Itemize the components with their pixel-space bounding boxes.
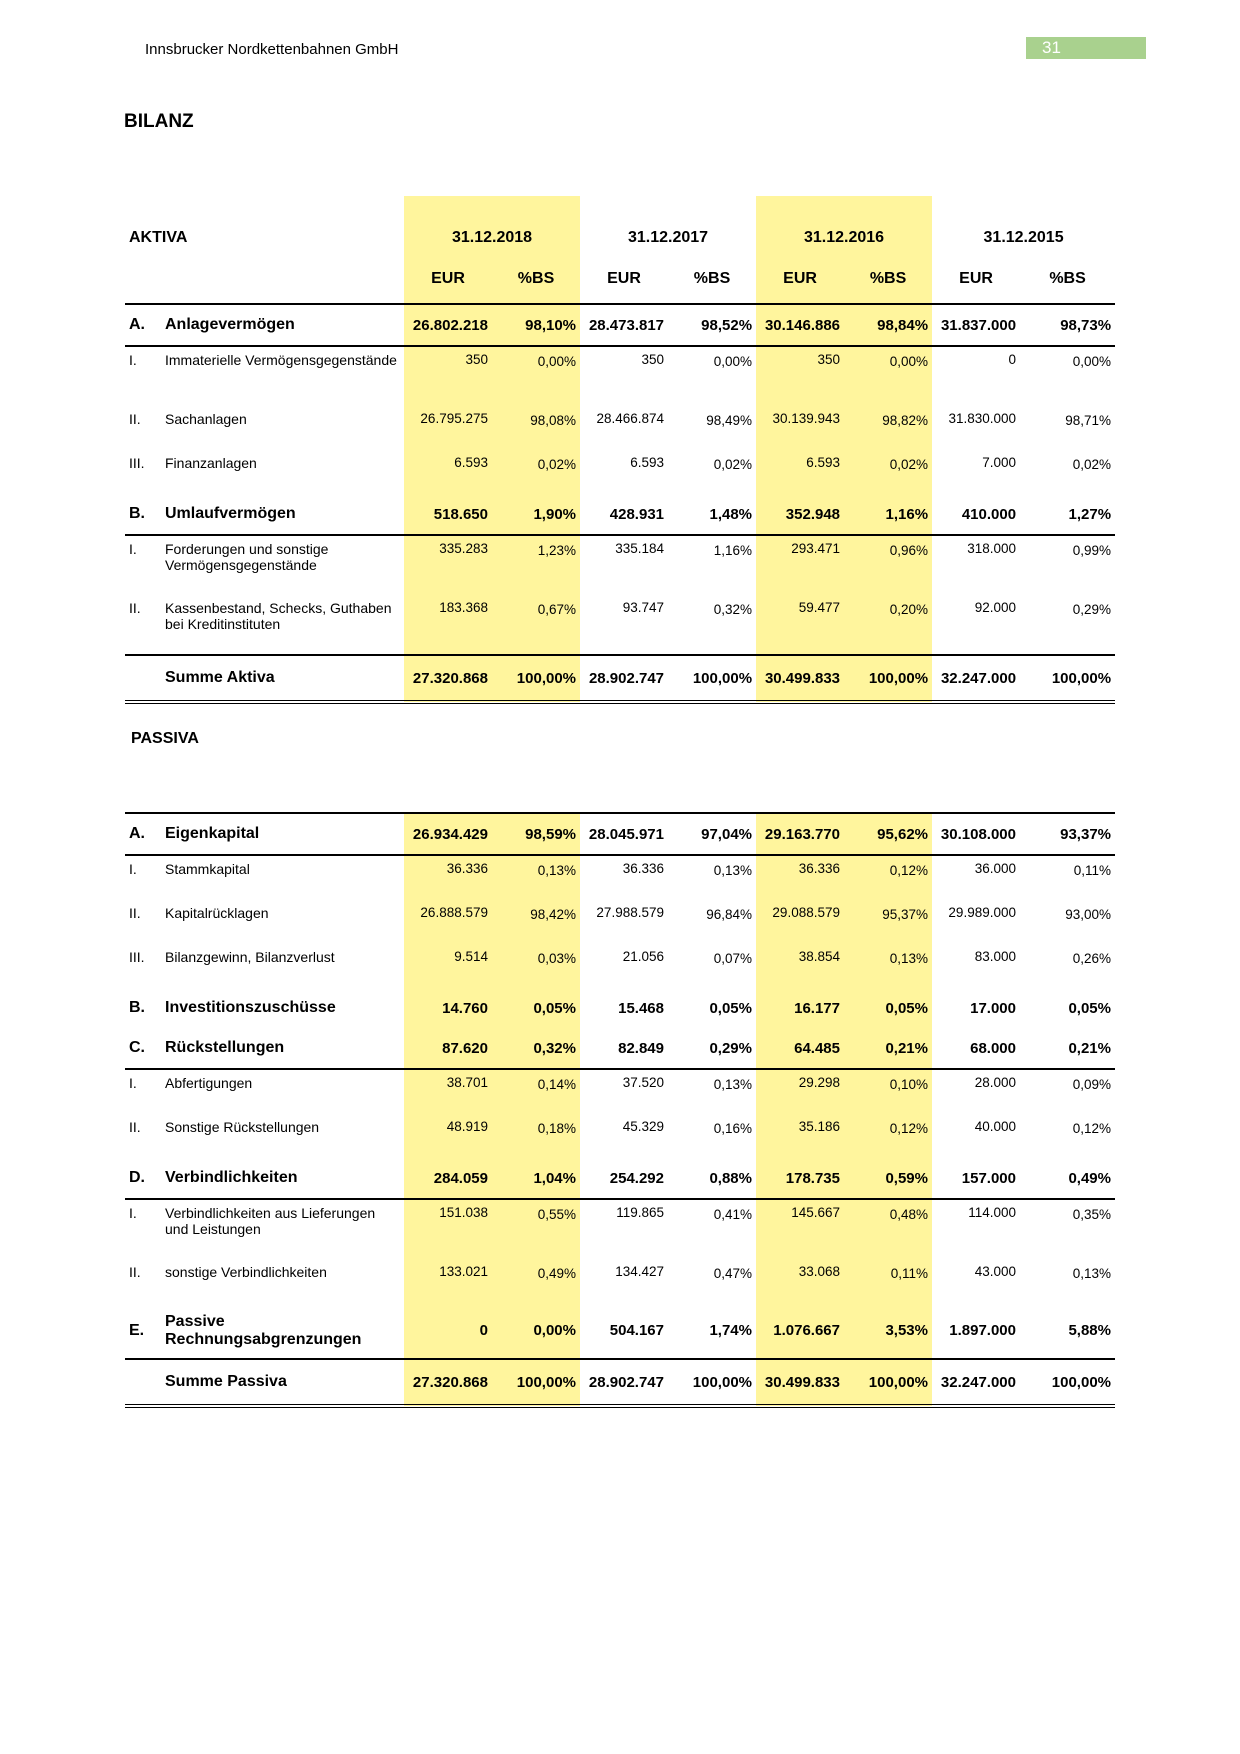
amount-cell: 26.888.579 <box>404 900 492 944</box>
amount-cell: 30.139.943 <box>756 406 844 450</box>
row-label: Investitionszuschüsse <box>165 999 336 1016</box>
amount-cell: 37.520 <box>622 1075 664 1090</box>
row-index: III. <box>129 949 145 965</box>
amount-cell: 1.897.000 <box>932 1303 1020 1359</box>
percent-cell: 0,02% <box>844 450 932 494</box>
percent-cell: 0,16% <box>713 1121 752 1136</box>
amount-cell: 145.667 <box>756 1199 844 1259</box>
amount-cell: 26.795.275 <box>404 406 492 450</box>
percent-cell: 0,59% <box>844 1158 932 1199</box>
amount-cell: 29.298 <box>756 1069 844 1114</box>
percent-cell: 0,12% <box>1072 1121 1111 1136</box>
percent-cell: 0,00% <box>844 346 932 406</box>
percent-cell: 1,27% <box>1020 494 1115 535</box>
line-item-row <box>125 855 1115 900</box>
percent-cell: 0,05% <box>1068 999 1111 1017</box>
row-index: B. <box>125 494 161 535</box>
amount-cell: 45.329 <box>622 1119 664 1134</box>
amount-cell: 504.167 <box>580 1303 668 1359</box>
percent-cell: 0,05% <box>709 999 752 1017</box>
amount-cell: 31.830.000 <box>948 411 1017 426</box>
line-item-row <box>125 1069 1115 1114</box>
line-item-row <box>125 450 1115 494</box>
amount-cell: 0 <box>404 1303 492 1359</box>
amount-cell: 284.059 <box>404 1158 492 1199</box>
amount-cell: 16.177 <box>756 988 844 1028</box>
percent-cell: 0,99% <box>1072 543 1112 558</box>
amount-cell: 335.184 <box>615 541 665 556</box>
amount-cell: 83.000 <box>974 949 1016 964</box>
percent-cell: 0,12% <box>844 1114 932 1158</box>
amount-cell: 33.068 <box>756 1259 844 1303</box>
section-row <box>125 494 1115 535</box>
amount-cell: 254.292 <box>580 1158 668 1199</box>
percent-cell: 98,10% <box>492 304 580 346</box>
percent-cell: 0,00% <box>1072 354 1112 369</box>
percent-cell: 0,35% <box>1072 1207 1111 1222</box>
percent-cell: 96,84% <box>706 907 752 922</box>
percent-cell: 0,07% <box>713 951 752 966</box>
amount-cell: 92.000 <box>932 595 1020 655</box>
amount-cell: 21.056 <box>622 949 664 964</box>
amount-cell: 28.902.747 <box>580 1359 668 1406</box>
amount-cell: 38.854 <box>756 944 844 988</box>
percent-cell: 100,00% <box>492 655 580 702</box>
percent-cell: 100,00% <box>844 655 932 702</box>
row-label: Anlagevermögen <box>161 304 404 346</box>
amount-cell: 32.247.000 <box>932 1359 1020 1406</box>
row-label: Kassenbestand, Schecks, Guthaben bei Kreditinstituten <box>161 595 404 655</box>
percent-cell: 1,48% <box>668 494 756 535</box>
percent-cell: 100,00% <box>668 655 756 702</box>
year-header-2018: 31.12.2018 <box>404 196 580 254</box>
percent-cell: 0,00% <box>492 346 580 406</box>
percent-cell: 0,02% <box>713 457 753 472</box>
unit-header-pct: %BS <box>1020 254 1115 304</box>
row-label: Eigenkapital <box>161 813 404 855</box>
amount-cell: 26.934.429 <box>404 813 492 855</box>
page-number: 31 <box>1026 37 1146 59</box>
unit-header-eur: EUR <box>580 254 668 304</box>
percent-cell: 1,16% <box>844 494 932 535</box>
section-row <box>125 304 1115 346</box>
percent-cell: 98,08% <box>492 406 580 450</box>
row-index: D. <box>125 1158 161 1199</box>
row-label: Umlaufvermögen <box>161 494 404 535</box>
percent-cell: 0,11% <box>844 1259 932 1303</box>
percent-cell: 95,62% <box>844 813 932 855</box>
amount-cell: 26.802.218 <box>404 304 492 346</box>
total-row <box>125 655 1115 702</box>
amount-cell: 59.477 <box>756 595 844 655</box>
unit-header-eur: EUR <box>404 254 492 304</box>
percent-cell: 100,00% <box>1020 1359 1115 1406</box>
row-label: Kapitalrücklagen <box>165 905 269 921</box>
unit-header-pct: %BS <box>492 254 580 304</box>
amount-cell: 27.988.579 <box>596 905 664 920</box>
amount-cell: 28.902.747 <box>580 655 668 702</box>
amount-cell: 30.146.886 <box>756 304 844 346</box>
percent-cell: 0,32% <box>492 1028 580 1069</box>
amount-cell: 14.760 <box>404 988 492 1028</box>
amount-cell: 30.108.000 <box>932 813 1020 855</box>
row-index: C. <box>125 1028 161 1069</box>
row-label: Verbindlichkeiten <box>161 1158 404 1199</box>
percent-cell: 98,71% <box>1065 413 1112 428</box>
row-index: II. <box>129 1119 141 1135</box>
amount-cell: 410.000 <box>932 494 1020 535</box>
row-index: A. <box>125 813 161 855</box>
amount-cell: 38.701 <box>404 1069 492 1114</box>
percent-cell: 0,00% <box>713 354 753 369</box>
unit-header-pct: %BS <box>668 254 756 304</box>
percent-cell: 0,55% <box>492 1199 580 1259</box>
aktiva-label: AKTIVA <box>129 229 188 246</box>
percent-cell: 100,00% <box>1020 655 1115 702</box>
percent-cell: 93,37% <box>1020 813 1115 855</box>
amount-cell: 32.247.000 <box>932 655 1020 702</box>
amount-cell: 40.000 <box>974 1119 1016 1134</box>
percent-cell: 0,00% <box>492 1303 580 1359</box>
percent-cell: 98,49% <box>706 413 753 428</box>
amount-cell: 43.000 <box>974 1264 1016 1279</box>
section-row <box>125 988 1115 1028</box>
percent-cell: 0,96% <box>844 535 932 595</box>
row-label: Forderungen und sonstige Vermögensgegenstände <box>165 541 329 573</box>
percent-cell: 0,13% <box>844 944 932 988</box>
amount-cell: 350 <box>404 346 492 406</box>
percent-cell: 0,14% <box>492 1069 580 1114</box>
percent-cell: 0,67% <box>492 595 580 655</box>
percent-cell: 0,49% <box>1020 1158 1115 1199</box>
percent-cell: 1,23% <box>492 535 580 595</box>
percent-cell: 0,12% <box>844 855 932 900</box>
row-label: Immaterielle Vermögensgegenstände <box>165 352 397 368</box>
percent-cell: 0,21% <box>1020 1028 1115 1069</box>
amount-cell: 68.000 <box>932 1028 1020 1069</box>
amount-cell: 6.593 <box>404 450 492 494</box>
amount-cell: 157.000 <box>932 1158 1020 1199</box>
amount-cell: 151.038 <box>404 1199 492 1259</box>
line-item-row <box>125 595 1115 655</box>
row-label: Abfertigungen <box>165 1075 253 1091</box>
amount-cell: 518.650 <box>404 494 492 535</box>
percent-cell: 1,74% <box>668 1303 756 1359</box>
amount-cell: 29.163.770 <box>756 813 844 855</box>
percent-cell: 0,41% <box>713 1207 752 1222</box>
row-index: II. <box>129 411 141 427</box>
row-label: Summe Passiva <box>161 1359 404 1406</box>
percent-cell: 0,18% <box>492 1114 580 1158</box>
line-item-row <box>125 535 1115 595</box>
section-row <box>125 1158 1115 1199</box>
section-row <box>125 1028 1115 1069</box>
passiva-table <box>125 812 1115 1408</box>
row-index: II. <box>125 595 161 655</box>
amount-cell: 27.320.868 <box>404 655 492 702</box>
line-item-row <box>125 900 1115 944</box>
amount-cell: 178.735 <box>756 1158 844 1199</box>
amount-cell: 28.045.971 <box>580 813 668 855</box>
amount-cell: 350 <box>641 352 665 367</box>
amount-cell: 28.000 <box>974 1075 1016 1090</box>
amount-cell: 93.747 <box>580 595 668 655</box>
amount-cell: 28.466.874 <box>596 411 665 426</box>
company-name: Innsbrucker Nordkettenbahnen GmbH <box>145 41 399 58</box>
unit-header-pct: %BS <box>844 254 932 304</box>
row-label: sonstige Verbindlichkeiten <box>165 1264 327 1280</box>
row-label: Verbindlichkeiten aus Lieferungen und Leistungen <box>165 1205 376 1237</box>
year-header-2015: 31.12.2015 <box>983 229 1064 246</box>
percent-cell: 0,05% <box>492 988 580 1028</box>
amount-cell: 36.000 <box>974 861 1016 876</box>
aktiva-unit-header-row <box>125 254 1115 304</box>
percent-cell: 100,00% <box>668 1359 756 1406</box>
percent-cell: 0,10% <box>844 1069 932 1114</box>
percent-cell: 98,82% <box>844 406 932 450</box>
amount-cell: 35.186 <box>756 1114 844 1158</box>
amount-cell: 0 <box>1008 352 1017 367</box>
percent-cell: 0,13% <box>713 1077 752 1092</box>
percent-cell: 0,09% <box>1072 1077 1111 1092</box>
amount-cell: 15.468 <box>618 999 664 1017</box>
percent-cell: 1,16% <box>713 543 753 558</box>
amount-cell: 30.499.833 <box>756 1359 844 1406</box>
percent-cell: 0,11% <box>1073 863 1111 878</box>
percent-cell: 0,49% <box>492 1259 580 1303</box>
percent-cell: 0,21% <box>844 1028 932 1069</box>
percent-cell: 0,02% <box>492 450 580 494</box>
amount-cell: 64.485 <box>756 1028 844 1069</box>
percent-cell: 0,13% <box>492 855 580 900</box>
row-index: A. <box>125 304 161 346</box>
row-index: E. <box>125 1303 161 1359</box>
aktiva-year-header-row <box>125 196 1115 254</box>
percent-cell: 100,00% <box>492 1359 580 1406</box>
amount-cell: 30.499.833 <box>756 655 844 702</box>
percent-cell: 0,29% <box>1020 595 1115 655</box>
amount-cell: 87.620 <box>404 1028 492 1069</box>
percent-cell: 98,59% <box>492 813 580 855</box>
percent-cell: 1,90% <box>492 494 580 535</box>
amount-cell: 119.865 <box>616 1205 664 1220</box>
amount-cell: 352.948 <box>756 494 844 535</box>
amount-cell: 27.320.868 <box>404 1359 492 1406</box>
percent-cell: 0,03% <box>492 944 580 988</box>
row-index: II. <box>129 905 141 921</box>
percent-cell: 0,29% <box>668 1028 756 1069</box>
percent-cell: 0,13% <box>1072 1266 1111 1281</box>
percent-cell: 100,00% <box>844 1359 932 1406</box>
row-label: Passive Rechnungsabgrenzungen <box>161 1303 404 1359</box>
unit-header-eur: EUR <box>932 254 1020 304</box>
row-index: I. <box>129 352 137 368</box>
row-index: I. <box>129 1075 137 1091</box>
section-row <box>125 813 1115 855</box>
row-label: Bilanzgewinn, Bilanzverlust <box>165 949 335 965</box>
percent-cell: 93,00% <box>1065 907 1111 922</box>
row-label: Summe Aktiva <box>161 655 404 702</box>
year-header-2017: 31.12.2017 <box>627 229 709 246</box>
row-index <box>125 655 161 702</box>
unit-header-eur: EUR <box>756 254 844 304</box>
percent-cell: 97,04% <box>668 813 756 855</box>
amount-cell: 6.593 <box>630 455 665 470</box>
amount-cell: 7.000 <box>982 455 1017 470</box>
line-item-row <box>125 1259 1115 1303</box>
year-header-2016: 31.12.2016 <box>756 196 932 254</box>
document-title: BILANZ <box>124 111 194 132</box>
aktiva-table <box>125 196 1115 704</box>
amount-cell: 335.283 <box>404 535 492 595</box>
percent-cell: 5,88% <box>1020 1303 1115 1359</box>
percent-cell: 0,26% <box>1072 951 1111 966</box>
amount-cell: 48.919 <box>404 1114 492 1158</box>
row-index: I. <box>129 861 137 877</box>
amount-cell: 29.989.000 <box>948 905 1016 920</box>
line-item-row <box>125 346 1115 406</box>
percent-cell: 0,32% <box>668 595 756 655</box>
line-item-row <box>125 1199 1115 1259</box>
amount-cell: 114.000 <box>968 1205 1016 1220</box>
row-index <box>125 1359 161 1406</box>
percent-cell: 98,42% <box>492 900 580 944</box>
section-row <box>125 1303 1115 1359</box>
amount-cell: 31.837.000 <box>932 304 1020 346</box>
percent-cell: 0,13% <box>713 863 752 878</box>
row-index: I. <box>129 541 137 557</box>
passiva-label: PASSIVA <box>131 730 199 747</box>
row-index: I. <box>129 1205 137 1221</box>
row-index: III. <box>129 455 145 471</box>
amount-cell: 9.514 <box>404 944 492 988</box>
row-label: Sonstige Rückstellungen <box>165 1119 320 1135</box>
amount-cell: 133.021 <box>404 1259 492 1303</box>
row-label: Stammkapital <box>165 861 250 877</box>
row-label: Finanzanlagen <box>165 455 257 471</box>
amount-cell: 36.336 <box>622 861 664 876</box>
line-item-row <box>125 406 1115 450</box>
amount-cell: 82.849 <box>580 1028 668 1069</box>
amount-cell: 36.336 <box>404 855 492 900</box>
row-index: II. <box>129 1264 141 1280</box>
amount-cell: 428.931 <box>580 494 668 535</box>
amount-cell: 17.000 <box>970 999 1016 1017</box>
amount-cell: 183.368 <box>404 595 492 655</box>
amount-cell: 6.593 <box>756 450 844 494</box>
percent-cell: 98,73% <box>1020 304 1115 346</box>
unit-header-blank <box>125 254 404 304</box>
percent-cell: 98,84% <box>844 304 932 346</box>
line-item-row <box>125 1114 1115 1158</box>
percent-cell: 0,05% <box>844 988 932 1028</box>
line-item-row <box>125 944 1115 988</box>
total-row <box>125 1359 1115 1406</box>
row-index: B. <box>129 999 145 1016</box>
percent-cell: 0,48% <box>844 1199 932 1259</box>
percent-cell: 1,04% <box>492 1158 580 1199</box>
amount-cell: 29.088.579 <box>756 900 844 944</box>
amount-cell: 28.473.817 <box>580 304 668 346</box>
percent-cell: 0,02% <box>1072 457 1112 472</box>
percent-cell: 98,52% <box>668 304 756 346</box>
percent-cell: 0,20% <box>844 595 932 655</box>
amount-cell: 350 <box>756 346 844 406</box>
amount-cell: 318.000 <box>967 541 1017 556</box>
percent-cell: 0,47% <box>713 1266 752 1281</box>
row-label: Sachanlagen <box>165 411 247 427</box>
amount-cell: 1.076.667 <box>756 1303 844 1359</box>
amount-cell: 134.427 <box>615 1264 664 1279</box>
percent-cell: 0,88% <box>668 1158 756 1199</box>
percent-cell: 95,37% <box>844 900 932 944</box>
row-label: Rückstellungen <box>161 1028 404 1069</box>
amount-cell: 293.471 <box>756 535 844 595</box>
percent-cell: 3,53% <box>844 1303 932 1359</box>
amount-cell: 36.336 <box>756 855 844 900</box>
